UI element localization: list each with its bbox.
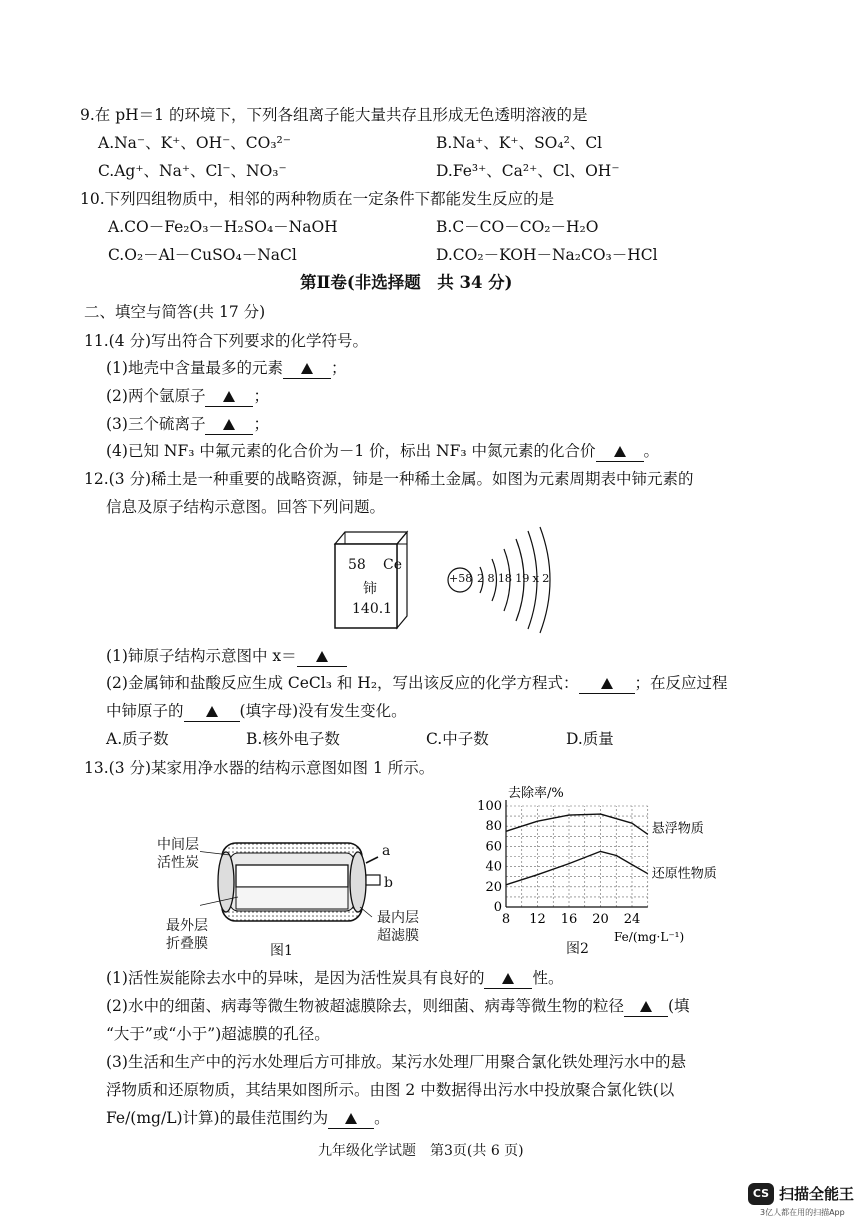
q11-sub1	[106, 358, 346, 379]
y-tick-label: 100	[477, 799, 502, 814]
q13-stem: 13.(3 分)某家用净水器的结构示意图如图 1 所示。	[84, 759, 435, 777]
page-footer: 九年级化学试题 第3页(共 6 页)	[318, 1143, 524, 1159]
q11-sub3	[106, 414, 269, 435]
q12-option-d: D.质量	[566, 730, 614, 748]
answer-blank[interactable]	[297, 646, 347, 667]
label-outer-layer: 最外层	[166, 918, 208, 934]
element-number: 58	[348, 557, 366, 573]
triangle-icon	[345, 1113, 357, 1124]
label-activated-carbon: 活性炭	[157, 855, 199, 871]
q9-option-a: A.Na⁻、K⁺、OH⁻、CO₃²⁻	[98, 134, 291, 152]
q11-sub1-end: ；	[330, 359, 347, 377]
q11-sub2-end: ；	[253, 387, 269, 405]
q9-stem: 9.在 pH＝1 的环境下，下列各组离子能大量共存且形成无色透明溶液的是	[80, 106, 588, 124]
q10-option-b: B.C－CO－CO₂－H₂O	[436, 218, 599, 236]
x-axis-label: Fe/(mg·L⁻¹)	[614, 930, 685, 944]
y-tick-label: 80	[485, 819, 502, 835]
removal-rate-chart	[470, 785, 720, 965]
q12-option-a: A.质子数	[106, 730, 169, 748]
q12-sub2-line1	[106, 673, 728, 694]
label-outlet-b: b	[384, 875, 393, 891]
triangle-icon	[614, 446, 626, 457]
series-label-2: 还原性物质	[651, 866, 717, 882]
q12-sub1-text: (1)铈原子结构示意图中 x＝	[106, 647, 297, 665]
answer-blank[interactable]	[283, 358, 331, 379]
label-middle-layer: 中间层	[157, 837, 199, 853]
q11-sub3-end: ；	[253, 415, 269, 433]
q9-option-d: D.Fe³⁺、Ca²⁺、Cl、OH⁻	[436, 162, 620, 180]
answer-blank[interactable]	[184, 701, 240, 722]
y-tick-label: 20	[485, 879, 502, 895]
q12-option-c: C.中子数	[426, 730, 489, 748]
q11-stem: 11.(4 分)写出符合下列要求的化学符号。	[84, 332, 369, 350]
q10-option-d: D.CO₂－KOH－Na₂CO₃－HCl	[436, 246, 658, 264]
label-outlet-a: a	[382, 843, 391, 859]
water-purifier-diagram	[200, 835, 400, 930]
triangle-icon	[223, 391, 235, 402]
q10-stem: 10.下列四组物质中，相邻的两种物质在一定条件下都能发生反应的是	[80, 190, 555, 208]
q13-sub1	[106, 968, 563, 989]
q13-sub3-line1: (3)生活和生产中的污水处理后方可排放。某污水处理厂用聚合氯化铁处理污水中的悬	[106, 1053, 686, 1071]
figure2-caption: 图2	[566, 941, 589, 957]
section2-heading: 二、填空与简答(共 17 分)	[84, 303, 266, 321]
q11-sub4-text: (4)已知 NF₃ 中氟元素的化合价为－1 价，标出 NF₃ 中氮元素的化合价	[106, 442, 596, 460]
triangle-icon	[223, 419, 235, 430]
series-label-1: 悬浮物质	[651, 821, 704, 837]
q13-sub2-line2: “大于”或“小于”)超滤膜的孔径。	[106, 1025, 330, 1043]
label-ultrafiltration-membrane: 超滤膜	[377, 928, 419, 944]
q13-sub1b: 性。	[532, 969, 564, 987]
q13-sub3-line2: 浮物质和还原物质，其结果如图所示。由图 2 中数据得出污水中投放聚合氯化铁(以	[106, 1081, 675, 1099]
triangle-icon	[640, 1001, 652, 1012]
q13-sub2a: (2)水中的细菌、病毒等微生物被超滤膜除去，则细菌、病毒等微生物的粒径	[106, 997, 624, 1015]
q12-sub2-line2	[106, 701, 407, 722]
x-tick-label: 12	[529, 912, 546, 927]
q10-option-c: C.O₂－Al－CuSO₄－NaCl	[108, 246, 297, 264]
q13-sub2b: (填	[667, 997, 690, 1015]
scanner-logo: CS	[748, 1183, 774, 1205]
scanner-tagline: 3亿人都在用的扫描App	[760, 1208, 845, 1217]
q11-sub4	[106, 441, 659, 462]
q13-sub1a: (1)活性炭能除去水中的异味，是因为活性炭具有良好的	[106, 969, 485, 987]
label-inner-layer: 最内层	[377, 910, 419, 926]
triangle-icon	[316, 651, 328, 662]
triangle-icon	[206, 706, 218, 717]
y-tick-label: 0	[493, 900, 502, 915]
answer-blank[interactable]	[579, 673, 635, 694]
q11-sub2-text: (2)两个氩原子	[106, 387, 206, 405]
q11-sub3-text: (3)三个硫离子	[106, 415, 206, 433]
q9-option-c: C.Ag⁺、Na⁺、Cl⁻、NO₃⁻	[98, 162, 287, 180]
series-line-1	[506, 814, 648, 834]
electron-shells: 2 8 18 19 x 2	[477, 571, 550, 585]
y-axis-label: 去除率/%	[508, 786, 564, 801]
label-folded-membrane: 折叠膜	[166, 936, 208, 952]
answer-blank[interactable]	[484, 968, 532, 989]
figure1-caption: 图1	[270, 943, 293, 959]
q13-sub3d: 。	[374, 1109, 390, 1127]
triangle-icon	[301, 363, 313, 374]
answer-blank[interactable]	[624, 996, 668, 1017]
answer-blank[interactable]	[205, 414, 253, 435]
y-tick-label: 60	[485, 839, 502, 855]
q12-sub2d: (填字母)没有发生变化。	[239, 702, 407, 720]
element-symbol: Ce	[383, 557, 402, 573]
y-tick-label: 40	[485, 859, 502, 875]
q12-stem-line1: 12.(3 分)稀土是一种重要的战略资源，铈是一种稀土金属。如图为元素周期表中铈元素的	[84, 470, 694, 488]
answer-blank[interactable]	[596, 441, 644, 462]
answer-blank[interactable]	[205, 386, 253, 407]
nucleus-charge: +58	[449, 572, 473, 585]
x-tick-label: 16	[560, 912, 578, 927]
q12-option-b: B.核外电子数	[246, 730, 340, 748]
triangle-icon	[601, 678, 613, 689]
q10-option-a: A.CO－Fe₂O₃－H₂SO₄－NaOH	[108, 218, 338, 236]
q13-sub3c: Fe/(mg/L)计算)的最佳范围约为	[106, 1109, 329, 1127]
scanner-app-name: 扫描全能王	[779, 1185, 855, 1203]
q12-sub2a: (2)金属铈和盐酸反应生成 CeCl₃ 和 H₂，写出该反应的化学方程式：	[106, 674, 579, 692]
q11-sub4-end: 。	[643, 442, 660, 460]
part2-title: 第Ⅱ卷(非选择题 共 34 分)	[300, 273, 513, 292]
q11-sub2	[106, 386, 269, 407]
q12-stem-line2: 信息及原子结构示意图。回答下列问题。	[106, 498, 386, 516]
q11-sub1-text: (1)地壳中含量最多的元素	[106, 359, 283, 377]
triangle-icon	[502, 973, 514, 984]
element-name: 铈	[363, 581, 377, 597]
q12-sub2b: ；在反应过程	[634, 674, 728, 692]
element-mass: 140.1	[352, 601, 393, 617]
q13-sub3-line3	[106, 1108, 390, 1129]
answer-blank[interactable]	[328, 1108, 374, 1129]
q12-sub1	[106, 646, 347, 667]
x-tick-label: 20	[592, 912, 609, 927]
x-tick-label: 24	[623, 912, 641, 927]
q13-sub2-line1	[106, 996, 690, 1017]
q9-option-b: B.Na⁺、K⁺、SO₄²、Cl	[436, 134, 603, 152]
x-tick-label: 8	[501, 912, 511, 927]
q12-sub2c: 中铈原子的	[106, 702, 184, 720]
